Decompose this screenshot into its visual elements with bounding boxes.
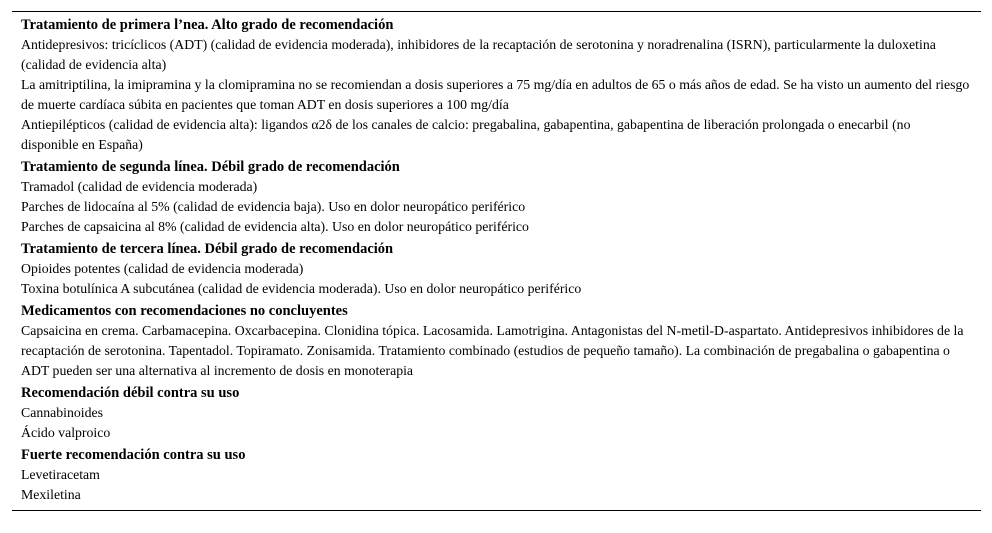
table-cell: Antiepilépticos (calidad de evidencia alta): ligandos α2δ de los canales de calcio: pregabalina, gabapentina, gabapentina de liberación prolongada o enecarbil (no disponible en España) xyxy=(21,117,911,152)
section-heading: Fuerte recomendación contra su uso xyxy=(21,447,246,463)
table-cell: Opioides potentes (calidad de evidencia moderada) xyxy=(21,261,304,276)
table-cell: Cannabinoides xyxy=(21,405,103,420)
recommendations-table xyxy=(12,12,981,510)
section-heading-row xyxy=(12,12,981,35)
table-row xyxy=(12,115,981,155)
table-cell: Ácido valproico xyxy=(21,425,111,440)
table-row xyxy=(12,403,981,423)
table-row xyxy=(12,35,981,75)
recommendations-table-container xyxy=(12,11,981,511)
table-cell: Toxina botulínica A subcutánea (calidad de evidencia moderada). Uso en dolor neuropático periférico xyxy=(21,281,582,296)
section-heading: Recomendación débil contra su uso xyxy=(21,385,240,401)
table-row xyxy=(12,321,981,381)
table-cell: Capsaicina en crema. Carbamacepina. Oxcarbacepina. Clonidina tópica. Lacosamida. Lamotrigina. Antagonistas del N-metil-D-aspartato. Antidepresivos inhibidores de la recaptación de serotonina. Tapentadol. Topiramato. Zonisamida. Tratamiento combinado (estudios de pequeño tamaño). La combinación de pregabalina o gabapentina o ADT pueden ser una alternativa al incremento de dosis en monoterapia xyxy=(21,323,964,378)
section-heading: Tratamiento de primera l’nea. Alto grado de recomendación xyxy=(21,17,394,33)
section-heading: Tratamiento de segunda línea. Débil grado de recomendación xyxy=(21,159,400,175)
table-cell: Antidepresivos: tricíclicos (ADT) (calidad de evidencia moderada), inhibidores de la recaptación de serotonina y noradrenalina (ISRN), particularmente la duloxetina (calidad de evidencia alta) xyxy=(21,37,936,72)
section-heading-row xyxy=(12,381,981,403)
table-row xyxy=(12,423,981,443)
table-cell: Tramadol (calidad de evidencia moderada) xyxy=(21,179,258,194)
table-row xyxy=(12,465,981,485)
section-heading-row xyxy=(12,155,981,177)
table-cell: Mexiletina xyxy=(21,487,81,502)
table-row xyxy=(12,485,981,510)
table-cell: Parches de lidocaína al 5% (calidad de evidencia baja). Uso en dolor neuropático periférico xyxy=(21,199,526,214)
table-cell: Levetiracetam xyxy=(21,467,100,482)
section-heading-row xyxy=(12,237,981,259)
table-row xyxy=(12,217,981,237)
section-heading: Medicamentos con recomendaciones no concluyentes xyxy=(21,303,348,319)
section-heading-row xyxy=(12,443,981,465)
table-row xyxy=(12,259,981,279)
table-row xyxy=(12,197,981,217)
table-row xyxy=(12,177,981,197)
table-cell: La amitriptilina, la imipramina y la clomipramina no se recomiendan a dosis superiores a 75 mg/día en adultos de 65 o más años de edad. Se ha visto un aumento del riesgo de muerte cardíaca súbita en pacientes que toman ADT en dosis superiores a 100 mg/día xyxy=(21,77,970,112)
section-heading-row xyxy=(12,299,981,321)
table-row xyxy=(12,75,981,115)
section-heading: Tratamiento de tercera línea. Débil grado de recomendación xyxy=(21,241,394,257)
table-cell: Parches de capsaicina al 8% (calidad de evidencia alta). Uso en dolor neuropático periférico xyxy=(21,219,529,234)
table-row xyxy=(12,279,981,299)
